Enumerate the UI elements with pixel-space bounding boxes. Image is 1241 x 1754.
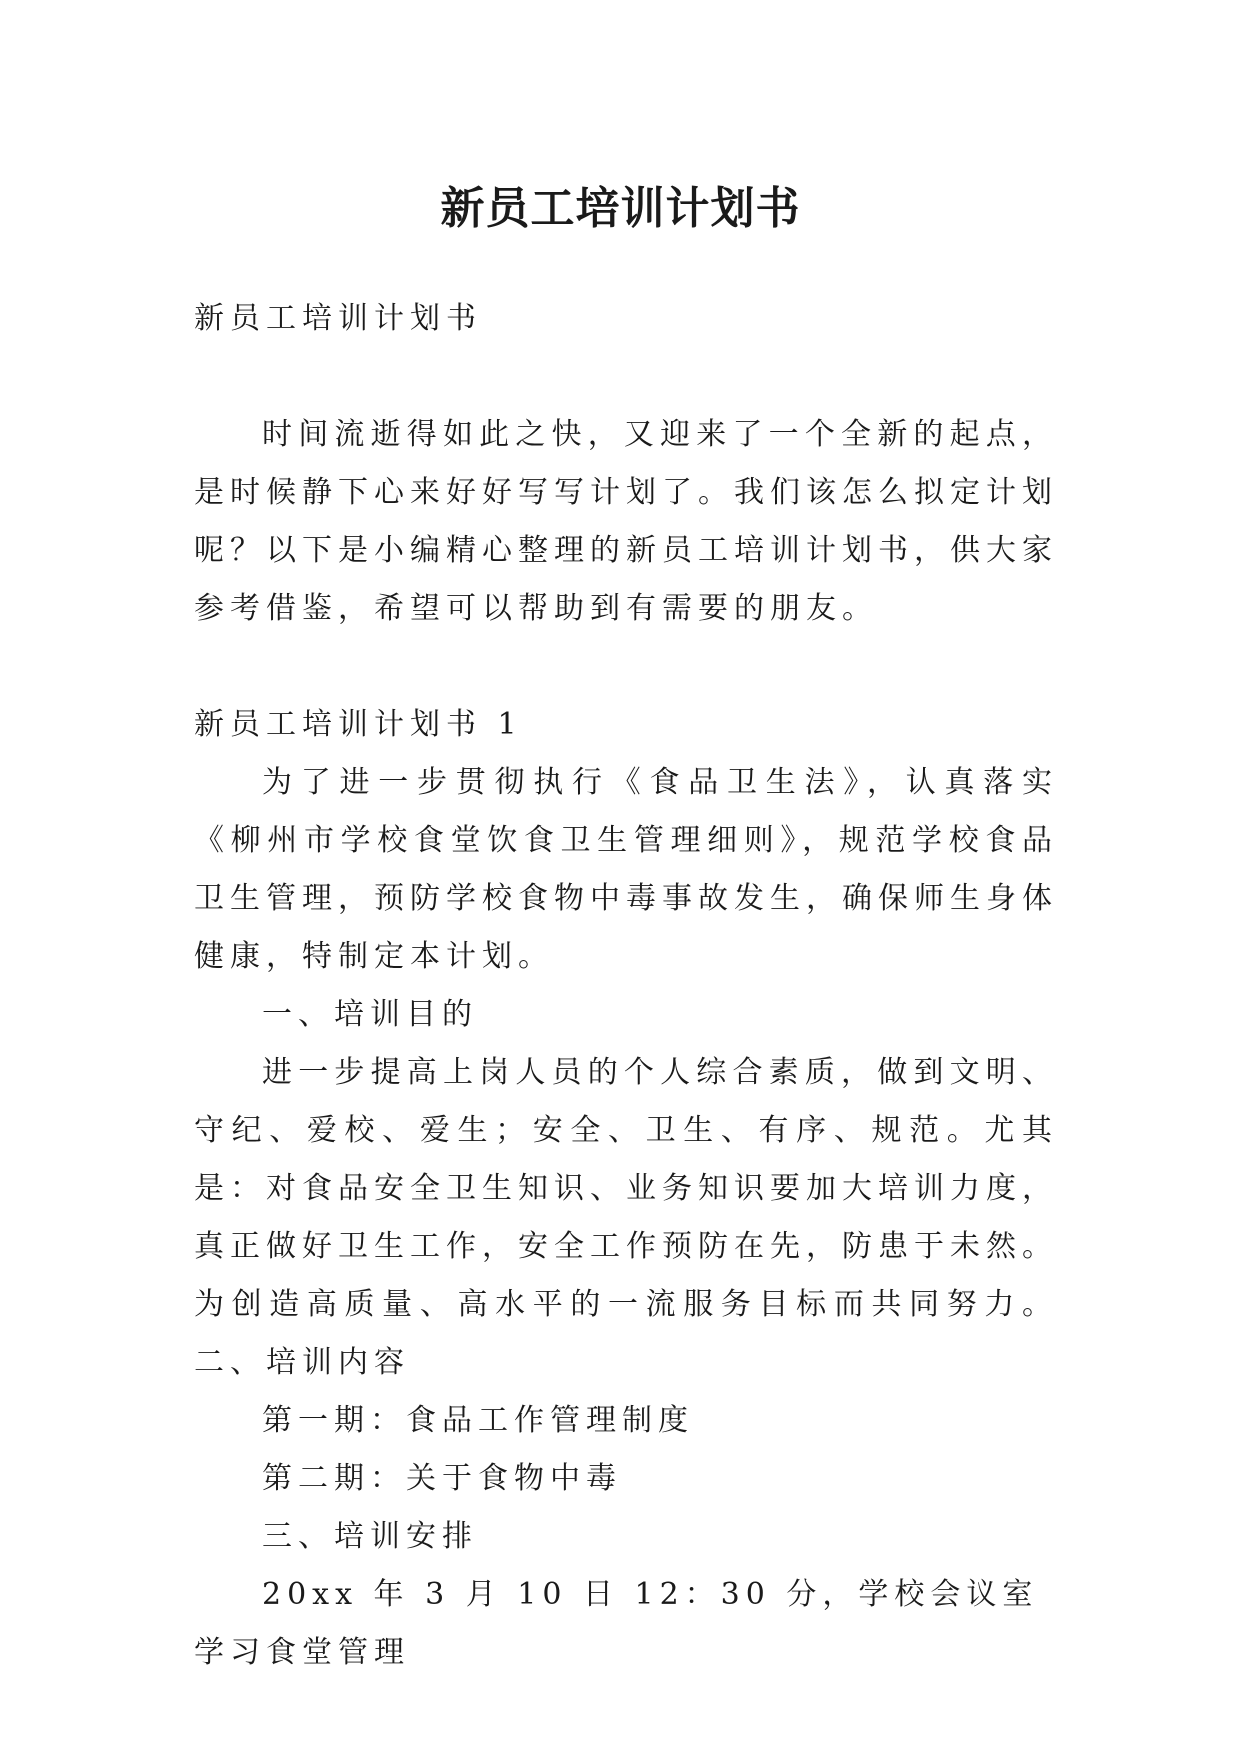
- document-body: [194, 290, 1058, 1682]
- page-title: 新员工培训计划书: [440, 183, 801, 235]
- paragraph-training-goal: 进一步提高上岗人员的个人综合素质，做到文明、守纪、爱校、爱生；安全、卫生、有序、规范。尤其是：对食品安全卫生知识、业务知识要加大培训力度，真正做好卫生工作，安全工作预防在先，防患于未然。为创造高质量、高水平的一流服务目标而共同努力。 二、培训内容: [194, 1055, 1058, 1380]
- paragraph-training-schedule: 20xx 年 3 月 10 日 12：30 分，学校会议室学习食堂管理: [194, 1577, 1039, 1670]
- paragraph-purpose: 为了进一步贯彻执行《食品卫生法》，认真落实《柳州市学校食堂饮食卫生管理细则》，规范学校食品卫生管理，预防学校食物中毒事故发生，确保师生身体健康，特制定本计划。: [194, 765, 1058, 974]
- heading-training-schedule: 三、培训安排: [262, 1519, 478, 1554]
- list-item-phase-1: 第一期：食品工作管理制度: [262, 1403, 694, 1438]
- heading-training-goal: 一、培训目的: [262, 997, 478, 1032]
- list-item-phase-2: 第二期：关于食物中毒: [262, 1461, 622, 1496]
- section-heading-1: 新员工培训计划书 1: [194, 707, 523, 742]
- document-subtitle: 新员工培训计划书: [194, 301, 482, 336]
- intro-paragraph: 时间流逝得如此之快，又迎来了一个全新的起点，是时候静下心来好好写写计划了。我们该怎么拟定计划呢？以下是小编精心整理的新员工培训计划书，供大家参考借鉴，希望可以帮助到有需要的朋友。: [194, 417, 1058, 626]
